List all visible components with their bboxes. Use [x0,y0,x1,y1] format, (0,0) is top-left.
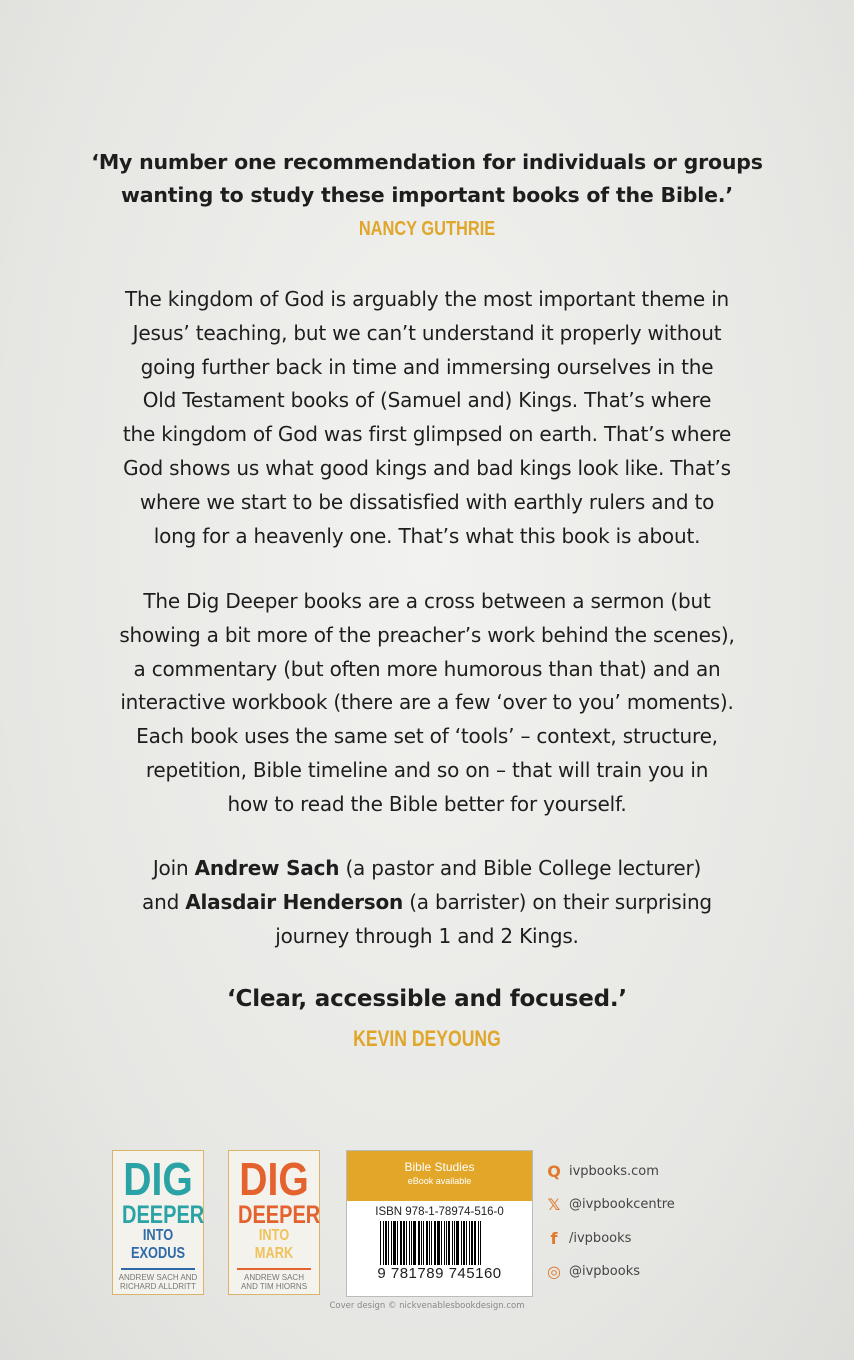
text-line: interactive workbook (there are a few ‘over to you’ moments). [120,690,734,715]
cover-authors: ANDREW SACH [243,1273,304,1282]
barcode-number: 9 781789 745160 [377,1265,502,1282]
text-line: a commentary (but often more humorous than that) and an [133,656,721,681]
quote-author: KEVIN DEYOUNG [353,1025,501,1051]
quote-line: ‘My number one recommendation for individuals or groups [91,150,763,174]
cover-title: DEEPER [238,1201,321,1229]
text: Join [152,856,195,880]
instagram-icon: ◎ [547,1262,561,1281]
description-paragraph-2 [0,585,854,822]
text: (a pastor and Bible College lecturer) [339,856,702,880]
authors-paragraph [0,852,854,953]
text-line [0,886,854,920]
quote-line: wanting to study these important books of the Bible.’ [121,183,733,207]
endorsement-quote-2 [0,983,854,1056]
social-text: @ivpbooks [569,1264,641,1279]
social-text: ivpbooks.com [569,1164,659,1179]
text-line: Old Testament books of (Samuel and) Kings. That’s where [142,388,712,413]
text-line: showing a bit more of the preacher’s work behind the scenes), [119,622,735,647]
cover-title: DIG [123,1153,193,1205]
social-instagram[interactable] [545,1262,640,1281]
text-line: the kingdom of God was first glimpsed on earth. That’s where [122,422,732,447]
cover-design-credit: Cover design © nickvenablesbookdesign.com [329,1301,525,1311]
ebook-label: eBook available [407,1176,472,1186]
text-line: how to read the Bible better for yourself. [227,791,627,816]
category-label: Bible Studies [404,1160,475,1174]
cover-authors: RICHARD ALLDRITT [119,1282,196,1291]
description-paragraph-1 [0,283,854,553]
cover-authors: ANDREW SACH AND [118,1273,198,1282]
social-text: @ivpbookcentre [569,1197,675,1212]
related-book-cover-exodus [112,1150,204,1295]
text: (a barrister) on their surprising [403,889,712,914]
x-icon: 𝕏 [547,1195,561,1214]
category-header [347,1151,532,1201]
text-line [0,852,854,886]
social-x[interactable] [545,1195,675,1214]
author-name: Alasdair Henderson [185,889,404,914]
quote-author: NANCY GUTHRIE [358,217,496,240]
divider [237,1268,311,1270]
cover-subtitle: INTO EXODUS [130,1227,186,1262]
cover-title: DEEPER [122,1201,205,1229]
cover-title: DIG [239,1153,309,1205]
text-line: Jesus’ teaching, but we can’t understand it properly without [132,320,722,345]
text-line: going further back in time and immersing ourselves in the [140,354,714,379]
divider [121,1268,195,1270]
quote-text: ‘Clear, accessible and focused.’ [227,986,627,1012]
text-line: God shows us what good kings and bad kings look like. That’s [123,455,731,480]
text: and [142,889,186,914]
social-website[interactable] [545,1162,659,1181]
endorsement-quote-1 [0,146,854,245]
cover-subtitle: INTO MARK [254,1227,294,1262]
isbn-barcode-box [346,1150,533,1297]
cover-authors: AND TIM HIORNS [240,1282,308,1291]
author-name: Andrew Sach [194,856,340,880]
text-line: where we start to be dissatisfied with earthly rulers and to [139,489,715,514]
text-line: Each book uses the same set of ‘tools’ – context, structure, [136,724,718,749]
social-facebook[interactable] [545,1229,631,1248]
text-line: repetition, Bible timeline and so on – that will train you in [145,757,709,782]
text-line: long for a heavenly one. That’s what this book is about. [153,523,701,548]
search-bubble-icon: Q [547,1162,561,1181]
facebook-icon: f [550,1229,558,1248]
text-line: The Dig Deeper books are a cross between a sermon (but [143,589,711,613]
isbn-text: ISBN 978-1-78974-516-0 [375,1206,504,1218]
social-text: /ivpbooks [569,1231,632,1246]
text-line: journey through 1 and 2 Kings. [275,923,579,948]
text-line: The kingdom of God is arguably the most important theme in [124,287,730,311]
related-book-cover-mark [228,1150,320,1295]
